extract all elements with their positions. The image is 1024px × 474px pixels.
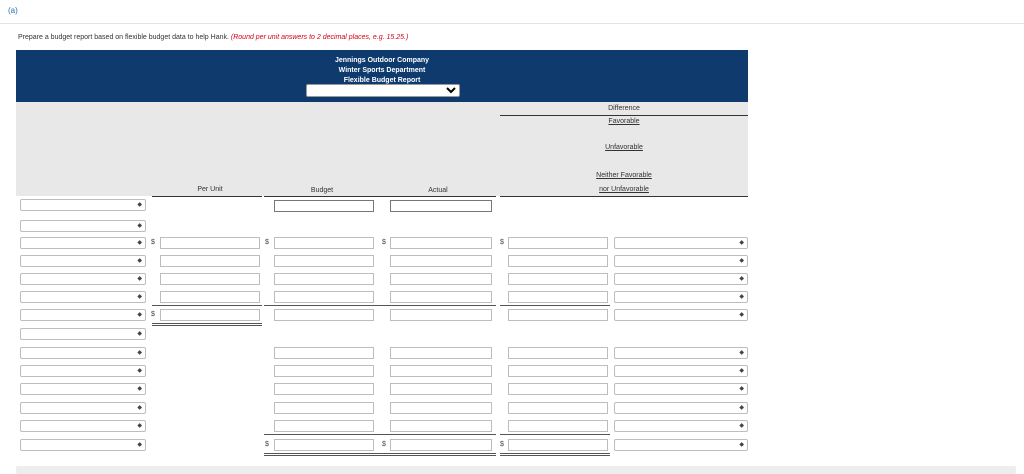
difference-input[interactable]: [508, 255, 608, 267]
select-arrow-icon: ◆: [739, 240, 744, 246]
actual-input[interactable]: [390, 255, 492, 267]
period-select[interactable]: [306, 84, 460, 97]
currency-symbol: $: [382, 239, 386, 246]
currency-symbol: $: [382, 441, 386, 448]
actual-input[interactable]: [390, 383, 492, 395]
difference-input[interactable]: [508, 273, 608, 285]
per-unit-input[interactable]: [160, 309, 260, 321]
actual-underline: [380, 196, 496, 197]
select-arrow-icon: ◆: [137, 405, 142, 411]
row-label-select[interactable]: [20, 309, 146, 321]
row-label-select[interactable]: [20, 328, 146, 340]
select-arrow-icon: ◆: [137, 294, 142, 300]
budget-input[interactable]: [274, 365, 374, 377]
select-arrow-icon: ◆: [739, 350, 744, 356]
unfavorable-label: Unfavorable: [605, 144, 643, 151]
per-unit-input[interactable]: [160, 237, 260, 249]
total-double-rule: [380, 453, 496, 456]
per-unit-input[interactable]: [160, 273, 260, 285]
row-label-select[interactable]: [20, 273, 146, 285]
budget-input[interactable]: [274, 383, 374, 395]
difference-header: Difference: [608, 105, 640, 112]
budget-input[interactable]: [274, 255, 374, 267]
difference-type-select[interactable]: [614, 291, 748, 303]
row-label-select[interactable]: [20, 237, 146, 249]
per-unit-input[interactable]: [160, 291, 260, 303]
instructions-text: Prepare a budget report based on flexible budget data to help Hank.: [18, 34, 229, 41]
select-arrow-icon: ◆: [137, 350, 142, 356]
favorable-label: Favorable: [608, 118, 640, 125]
difference-underline: [500, 196, 748, 197]
select-arrow-icon: ◆: [137, 258, 142, 264]
actual-input[interactable]: [390, 420, 492, 432]
per-unit-input[interactable]: [160, 255, 260, 267]
budget-input[interactable]: [274, 420, 374, 432]
row-label-select[interactable]: [20, 420, 146, 432]
actual-header: Actual: [428, 187, 448, 194]
department-name: Winter Sports Department: [338, 67, 426, 74]
row-label-select[interactable]: [20, 220, 146, 232]
total-double-rule: [500, 453, 610, 456]
actual-input[interactable]: [390, 291, 492, 303]
select-arrow-icon: ◆: [739, 258, 744, 264]
subtotal-rule: [380, 434, 496, 435]
per-unit-header: Per Unit: [197, 186, 223, 193]
difference-type-select[interactable]: [614, 439, 748, 451]
difference-input[interactable]: [508, 309, 608, 321]
subtotal-rule: [264, 434, 380, 435]
difference-type-select[interactable]: [614, 237, 748, 249]
difference-type-select[interactable]: [614, 365, 748, 377]
difference-type-select[interactable]: [614, 383, 748, 395]
difference-rule: [500, 115, 748, 116]
select-arrow-icon: ◆: [137, 312, 142, 318]
per-unit-underline: [152, 196, 262, 197]
actual-input[interactable]: [390, 439, 492, 451]
currency-symbol: $: [500, 239, 504, 246]
select-arrow-icon: ◆: [137, 202, 142, 208]
part-label: (a): [8, 6, 18, 15]
neither-label-line2: nor Unfavorable: [599, 186, 649, 193]
report-title: Flexible Budget Report: [343, 77, 421, 84]
difference-input[interactable]: [508, 291, 608, 303]
total-double-rule: [264, 453, 380, 456]
currency-symbol: $: [265, 239, 269, 246]
subtotal-rule: [264, 305, 380, 306]
budget-underline: [264, 196, 380, 197]
select-arrow-icon: ◆: [137, 442, 142, 448]
actual-input[interactable]: [390, 309, 492, 321]
currency-symbol: $: [151, 311, 155, 318]
row-label-select[interactable]: [20, 439, 146, 451]
budget-input[interactable]: [274, 347, 374, 359]
select-arrow-icon: ◆: [739, 368, 744, 374]
currency-symbol: $: [500, 441, 504, 448]
difference-input[interactable]: [508, 439, 608, 451]
currency-symbol: $: [151, 239, 155, 246]
difference-type-select[interactable]: [614, 273, 748, 285]
subtotal-rule: [380, 305, 496, 306]
row-label-select[interactable]: [20, 383, 146, 395]
difference-input[interactable]: [508, 347, 608, 359]
budget-input[interactable]: [274, 402, 374, 414]
row-label-select[interactable]: [20, 365, 146, 377]
actual-input[interactable]: [390, 402, 492, 414]
difference-type-select[interactable]: [614, 255, 748, 267]
row-label-select[interactable]: [20, 402, 146, 414]
rounding-note: (Round per unit answers to 2 decimal places, e.g. 15.25.): [230, 34, 409, 41]
difference-type-select[interactable]: [614, 309, 748, 321]
budget-header: Budget: [310, 187, 334, 194]
budget-input[interactable]: [274, 200, 374, 212]
select-arrow-icon: ◆: [739, 312, 744, 318]
currency-symbol: $: [265, 441, 269, 448]
subtotal-rule: [152, 305, 262, 306]
select-arrow-icon: ◆: [137, 386, 142, 392]
actual-input[interactable]: [390, 200, 492, 212]
select-arrow-icon: ◆: [739, 276, 744, 282]
select-arrow-icon: ◆: [739, 386, 744, 392]
difference-input[interactable]: [508, 383, 608, 395]
select-arrow-icon: ◆: [137, 331, 142, 337]
subtotal-rule: [500, 305, 610, 306]
difference-input[interactable]: [508, 365, 608, 377]
subtotal-rule: [500, 434, 610, 435]
difference-type-select[interactable]: [614, 402, 748, 414]
row-label-select[interactable]: [20, 255, 146, 267]
budget-input[interactable]: [274, 439, 374, 451]
difference-input[interactable]: [508, 402, 608, 414]
company-name: Jennings Outdoor Company: [334, 57, 430, 64]
actual-input[interactable]: [390, 237, 492, 249]
select-arrow-icon: ◆: [137, 276, 142, 282]
actual-input[interactable]: [390, 347, 492, 359]
select-arrow-icon: ◆: [739, 442, 744, 448]
select-arrow-icon: ◆: [739, 405, 744, 411]
neither-label-line1: Neither Favorable: [596, 172, 652, 179]
select-arrow-icon: ◆: [137, 368, 142, 374]
difference-type-select[interactable]: [614, 420, 748, 432]
actual-input[interactable]: [390, 273, 492, 285]
budget-input[interactable]: [274, 237, 374, 249]
select-arrow-icon: ◆: [739, 294, 744, 300]
part-header: [0, 0, 1024, 24]
actual-input[interactable]: [390, 365, 492, 377]
report-header: [16, 50, 748, 102]
difference-input[interactable]: [508, 420, 608, 432]
budget-input[interactable]: [274, 309, 374, 321]
select-arrow-icon: ◆: [137, 423, 142, 429]
row-label-select[interactable]: [20, 347, 146, 359]
instructions: [18, 34, 408, 41]
budget-input[interactable]: [274, 291, 374, 303]
budget-input[interactable]: [274, 273, 374, 285]
select-arrow-icon: ◆: [137, 223, 142, 229]
select-arrow-icon: ◆: [739, 423, 744, 429]
row-label-select[interactable]: [20, 199, 146, 211]
difference-input[interactable]: [508, 237, 608, 249]
select-arrow-icon: ◆: [137, 240, 142, 246]
difference-type-select[interactable]: [614, 347, 748, 359]
total-double-rule: [152, 323, 262, 326]
row-label-select[interactable]: [20, 291, 146, 303]
bottom-scroll-region: [16, 466, 1016, 474]
